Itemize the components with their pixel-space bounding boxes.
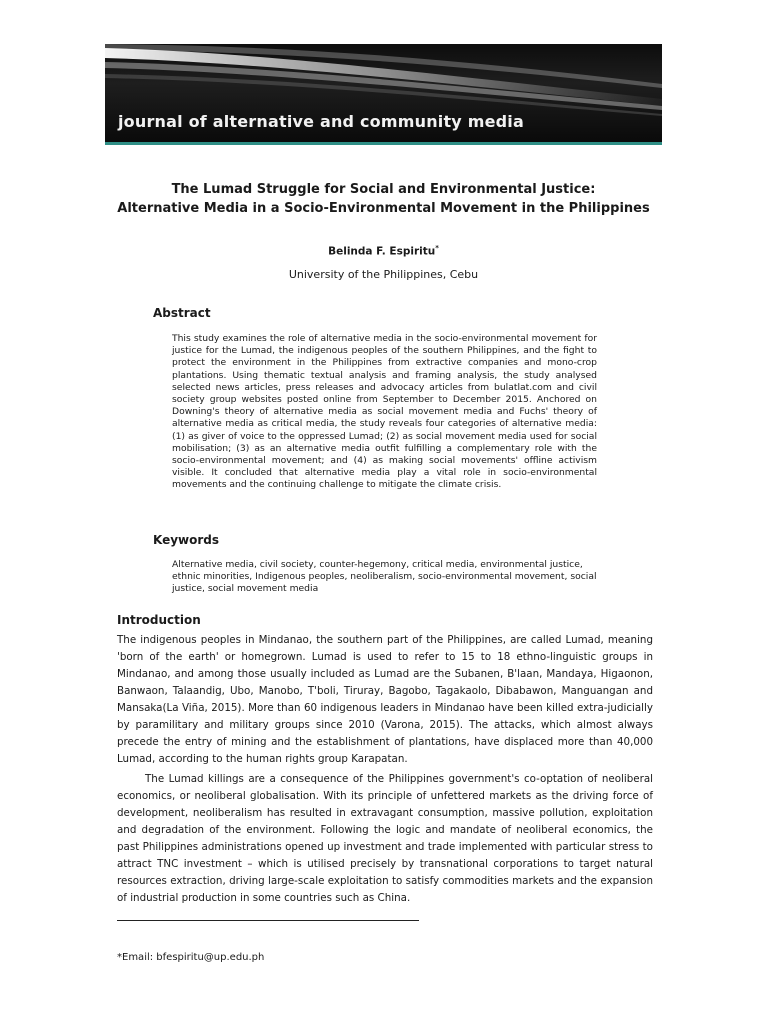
introduction-heading: Introduction xyxy=(117,613,201,627)
keywords-heading: Keywords xyxy=(153,533,220,547)
author-affiliation: University of the Philippines, Cebu xyxy=(288,268,479,281)
author-line xyxy=(105,244,662,258)
article-title xyxy=(105,180,662,218)
introduction-paragraph-2: The Lumad killings are a consequence of the Philippines government's co-optation of neoliberal economics, or neoliberal globalisation. With its principle of unfettered markets as the driving force of development, neoliberalism has resulted in extravagant consumption, massive pollution, exploitation and degradation of the environment. Following the logic and mandate of neoliberal economics, the past Philippines administrations opened up investment and trade implemented with particular stress to attract TNC investment – which is utilised precisely by transnational corporations to target natural resources extraction, driving large-scale exploitation to satisfy commodities markets and the expansion of industrial production in some countries such as China. xyxy=(117,773,653,904)
footnote-rule xyxy=(117,920,419,921)
keywords-text: Alternative media, civil society, counter-hegemony, critical media, environmental justice, ethnic minorities, Indigenous peoples, neoliberalism, socio-environmental movement, social justice, social movement media xyxy=(172,559,597,595)
author-name: Belinda F. Espiritu xyxy=(328,245,436,258)
footnote-email: *Email: bfespiritu@up.edu.ph xyxy=(117,952,265,963)
abstract-text: This study examines the role of alternative media in the socio-environmental movement for justice for the Lumad, the indigenous peoples of the southern Philippines, and the fight to protect the environment in the Philippines from extractive companies and mono-crop plantations. Using thematic textual analysis and framing analysis, the study analysed selected news articles, press releases and advocacy articles from bulatlat.com and civil society group websites posted online from September to December 2015. Anchored on Downing's theory of alternative media as social movement media and Fuchs' theory of alternative media as critical media, the study reveals four categories of alternative media: (1) as giver of voice to the oppressed Lumad; (2) as social movement media used for social mobilisation; (3) as an alternative media outfit fulfilling a complementary role with the socio-environmental movement; and (4) as making social movements' offline activism visible. It concluded that alternative media play a vital role in socio-environmental movements and the continuing challenge to mitigate the climate crisis. xyxy=(172,333,597,491)
introduction-paragraph-1: The indigenous peoples in Mindanao, the southern part of the Philippines, are called Lumad, meaning 'born of the earth' or homegrown. Lumad is used to refer to 15 to 18 ethno-linguistic groups in Mindanao, and among those usually included as Lumad are the Subanen, B'laan, Mandaya, Higaonon, Banwaon, Talaandig, Ubo, Manobo, T'boli, Tiruray, Bagobo, Tagakaolo, Dibabawon, Manguangan and Mansaka(La Viña, 2015). More than 60 indigenous leaders in Mindanao have been killed extra-judicially by paramilitary and military groups since 2010 (Varona, 2015). The attacks, which almost always precede the entry of mining and the establishment of plantations, have displaced more than 40,000 Lumad, according to the human rights group Karapatan. xyxy=(117,634,653,765)
title-line-1: The Lumad Struggle for Social and Environmental Justice: xyxy=(171,182,596,197)
abstract-heading: Abstract xyxy=(153,306,211,320)
author-footnote-mark: * xyxy=(435,244,439,252)
banner-accent-rule xyxy=(105,142,662,145)
journal-name: journal of alternative and community media xyxy=(118,112,524,131)
title-line-2: Alternative Media in a Socio-Environmental Movement in the Philippines xyxy=(117,201,650,216)
